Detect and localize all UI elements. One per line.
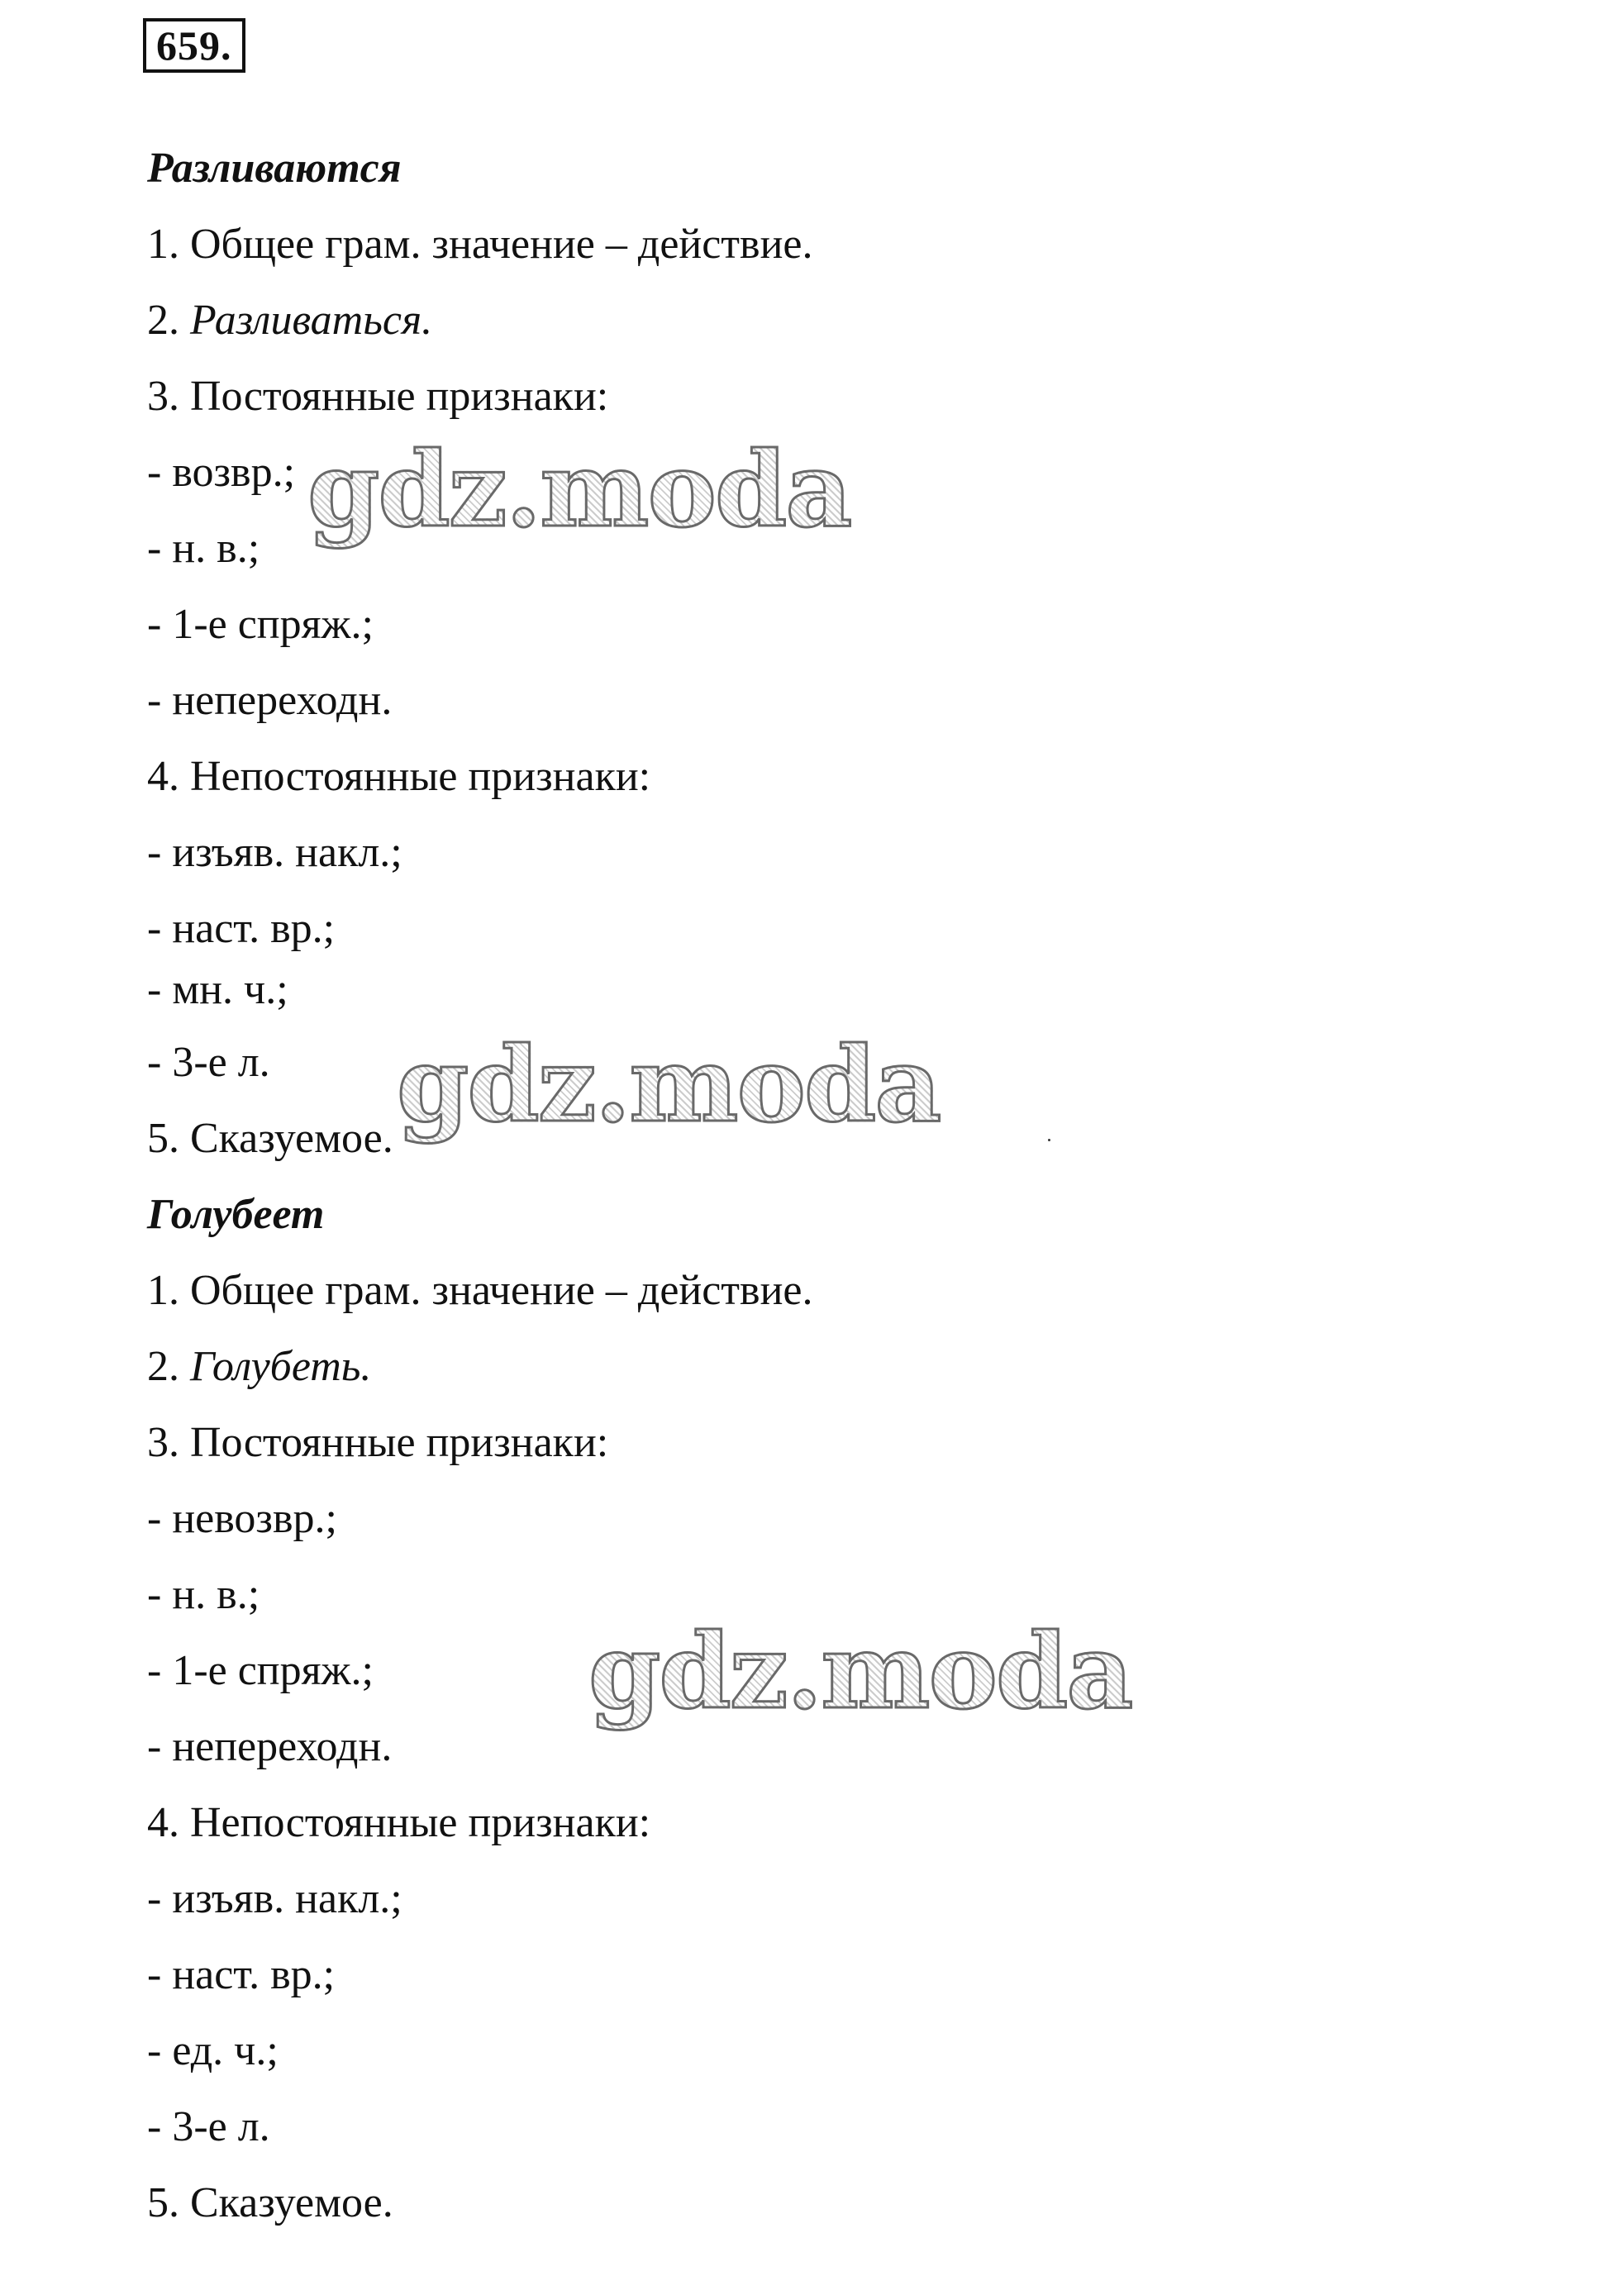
- text-line: 3. Постоянные признаки:: [147, 373, 609, 420]
- text-line: 5. Сказуемое.: [147, 1115, 393, 1162]
- text-line: - 3-е л.: [147, 2103, 270, 2150]
- text-line: - изъяв. накл.;: [147, 1875, 402, 1922]
- section-heading-razlivayutsya: Разливаются: [147, 145, 402, 192]
- watermark: gdz.moda: [588, 1612, 1132, 1732]
- text-line: - 1-е спряж.;: [147, 601, 374, 648]
- infinitive-form: Голубеть.: [190, 1343, 372, 1390]
- text-line: - 1-е спряж.;: [147, 1647, 374, 1694]
- text-line: 1. Общее грам. значение – действие.: [147, 221, 813, 268]
- exercise-number: 659.: [143, 18, 245, 73]
- infinitive-form: Разливаться.: [190, 297, 433, 344]
- text-line: - невозвр.;: [147, 1495, 337, 1542]
- text-line: - мн. ч.;: [147, 966, 288, 1013]
- text-line-prefix: 2.: [147, 297, 190, 344]
- text-line: - наст. вр.;: [147, 1951, 336, 1998]
- text-line: - н. в.;: [147, 1571, 260, 1618]
- text-line: - н. в.;: [147, 525, 260, 572]
- text-line: 3. Постоянные признаки:: [147, 1419, 609, 1466]
- section-heading-golubeet: Голубеет: [147, 1191, 325, 1238]
- watermark: gdz.moda: [307, 430, 851, 550]
- text-line: 1. Общее грам. значение – действие.: [147, 1267, 813, 1314]
- text-line: - непереходн.: [147, 1723, 393, 1770]
- text-line: 4. Непостоянные признаки:: [147, 753, 651, 800]
- text-line: - наст. вр.;: [147, 905, 336, 952]
- text-line: - возвр.;: [147, 449, 296, 496]
- text-line-prefix: 2.: [147, 1343, 190, 1390]
- speck-mark: [1048, 1139, 1050, 1141]
- text-line: 5. Сказуемое.: [147, 2179, 393, 2226]
- watermark: gdz.moda: [397, 1025, 941, 1145]
- text-line: [147, 1340, 371, 1393]
- text-line: - 3-е л.: [147, 1039, 270, 1086]
- text-line: - изъяв. накл.;: [147, 829, 402, 876]
- text-line: [147, 294, 432, 347]
- text-line: - ед. ч.;: [147, 2027, 279, 2074]
- text-line: - непереходн.: [147, 677, 393, 724]
- text-line: 4. Непостоянные признаки:: [147, 1799, 651, 1846]
